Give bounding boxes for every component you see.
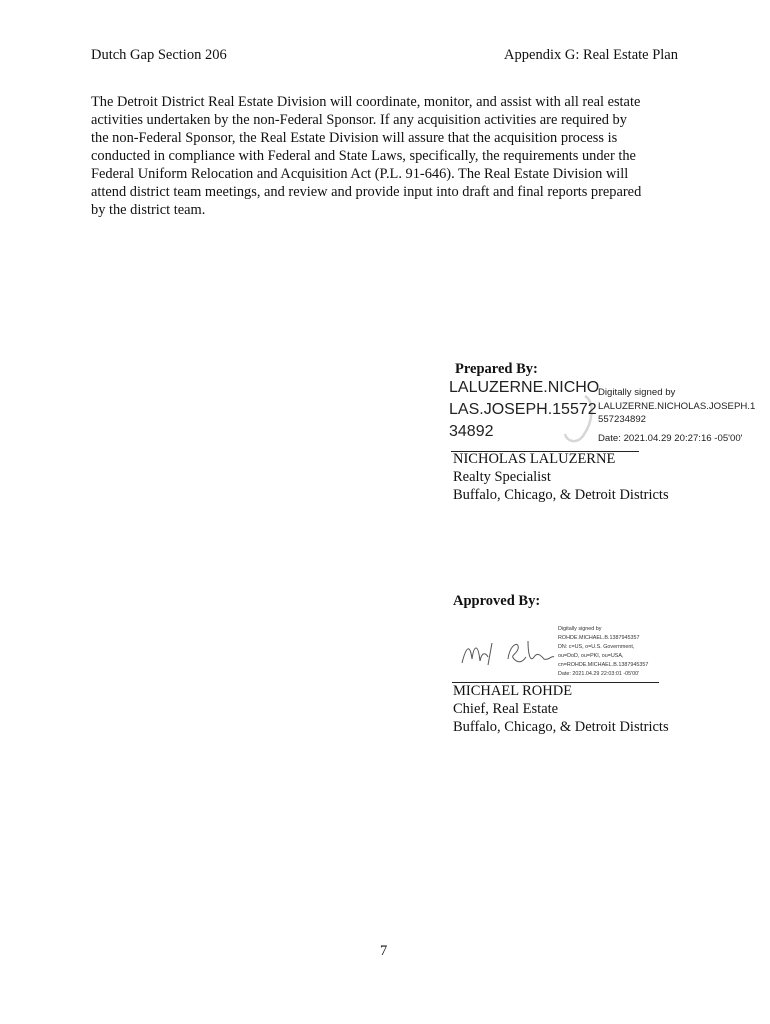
- signature-name-line: 34892: [449, 423, 494, 440]
- approver-title: Chief, Real Estate: [453, 701, 559, 717]
- signature-note-line: ou=DoD, ou=PKI, ou=USA,: [558, 653, 624, 659]
- preparer-block: [453, 450, 669, 504]
- body-line: activities undertaken by the non-Federal Sponsor. If any acquisition activities are required by: [91, 112, 627, 128]
- header-right-title: Appendix G: Real Estate Plan: [504, 47, 678, 63]
- digital-signature-note: [598, 386, 756, 445]
- signature-note-line: cn=ROHDE.MICHAEL.B.1387945357: [558, 662, 649, 668]
- signature-name-line: LALUZERNE.NICHO: [449, 379, 600, 396]
- approver-block: [453, 682, 669, 736]
- header-left-title: Dutch Gap Section 206: [91, 47, 227, 63]
- signature-note-line: DN: c=US, o=U.S. Government,: [558, 644, 635, 650]
- signature-note-line: 557234892: [598, 414, 647, 426]
- signature-name-line: LAS.JOSEPH.15572: [449, 401, 597, 418]
- body-line: Federal Uniform Relocation and Acquisition Act (P.L. 91-646). The Real Estate Division will: [91, 166, 629, 182]
- preparer-title: Realty Specialist: [453, 469, 551, 485]
- preparer-name: NICHOLAS LALUZERNE: [453, 451, 616, 467]
- approver-org: Buffalo, Chicago, & Detroit Districts: [453, 719, 669, 735]
- digital-signature-note: [558, 625, 678, 679]
- body-line: conducted in compliance with Federal and State Laws, specifically, the requirements under the: [91, 148, 636, 164]
- handwritten-signature-icon: [458, 633, 558, 673]
- body-line: by the district team.: [91, 202, 206, 218]
- body-paragraph: [91, 93, 683, 219]
- signature-note-line: Digitally signed by: [558, 626, 602, 632]
- body-line: The Detroit District Real Estate Division will coordinate, monitor, and assist with all real estate: [91, 94, 641, 110]
- preparer-org: Buffalo, Chicago, & Detroit Districts: [453, 487, 669, 503]
- prepared-by-heading: Prepared By:: [455, 361, 538, 377]
- signature-note-line: Date: 2021.04.29 22:03:01 -05'00': [558, 671, 640, 677]
- signature-note-date: Date: 2021.04.29 20:27:16 -05'00': [598, 432, 743, 444]
- digital-signature-name: [449, 377, 599, 443]
- body-line: the non-Federal Sponsor, the Real Estate Division will assure that the acquisition process is: [91, 130, 618, 146]
- approved-by-heading: Approved By:: [453, 593, 541, 609]
- page-number: 7: [380, 943, 388, 959]
- body-line: attend district team meetings, and review and provide input into draft and final reports prepared: [91, 184, 642, 200]
- approver-name: MICHAEL ROHDE: [453, 683, 573, 699]
- signature-note-line: Digitally signed by: [598, 387, 676, 398]
- signature-note-line: ROHDE.MICHAEL.B.1387945357: [558, 635, 640, 641]
- signature-note-line: LALUZERNE.NICHOLAS.JOSEPH.1: [598, 400, 756, 412]
